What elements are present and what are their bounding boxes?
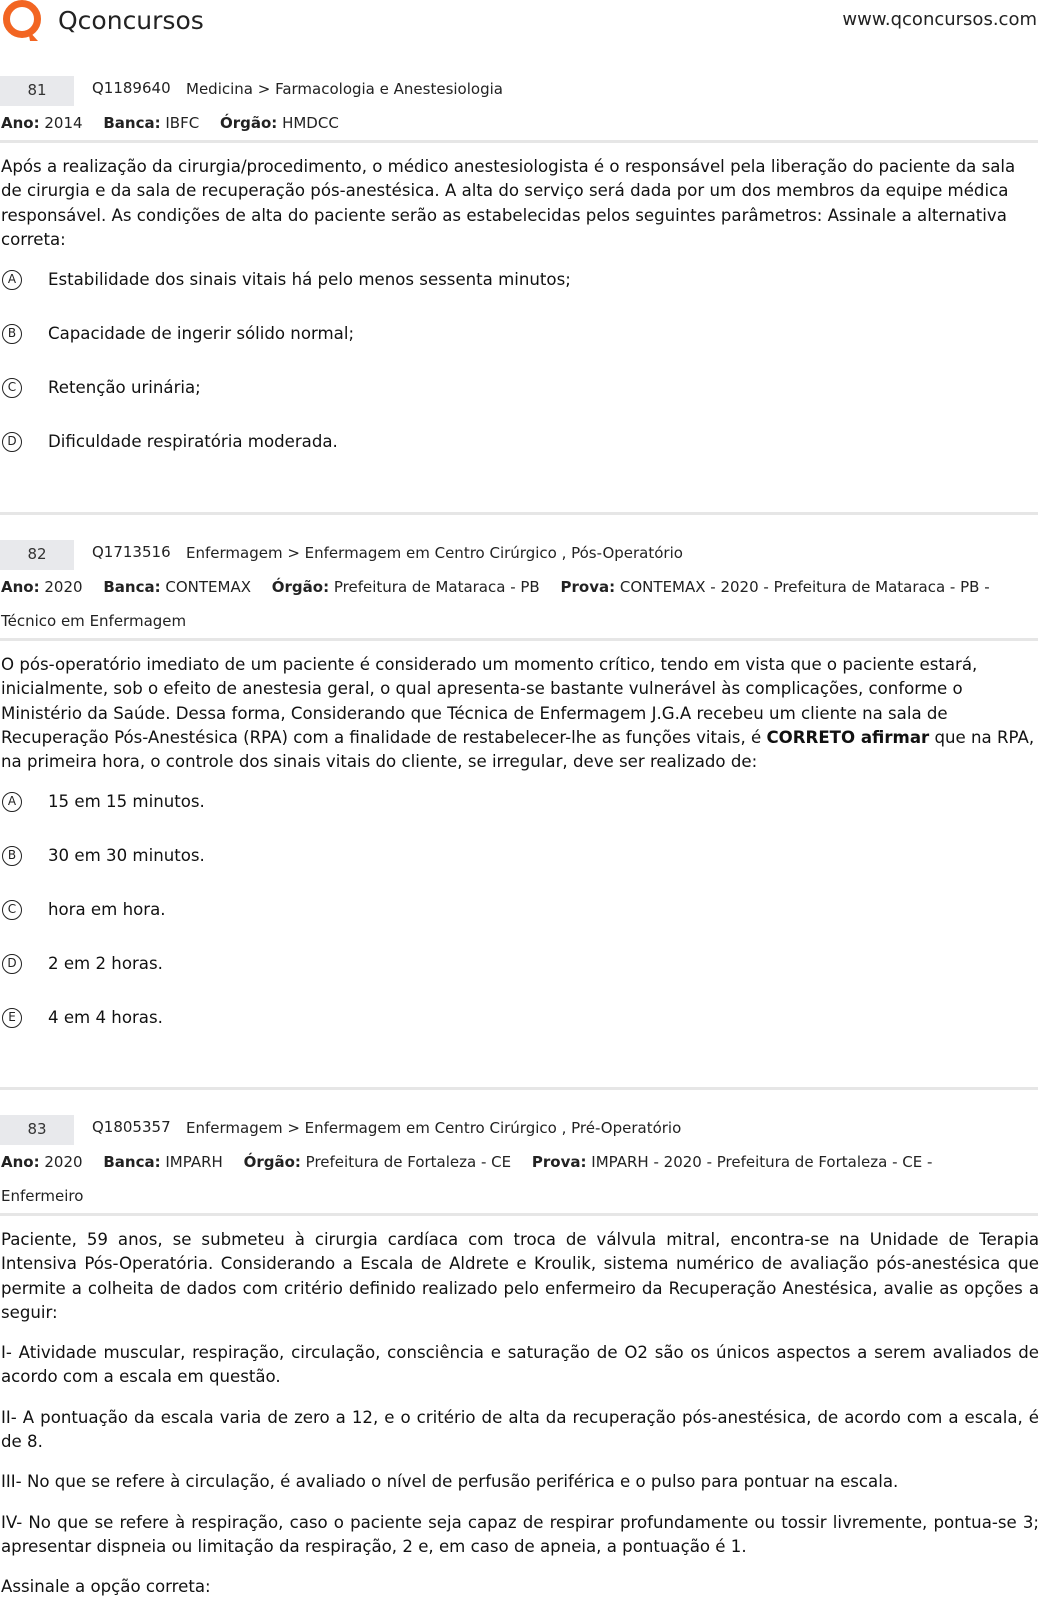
logo-text: Qconcursos [58,6,204,35]
prova-value[interactable]: IMPARH - 2020 - Prefeitura de Fortaleza - CE - [591,1153,933,1171]
question-statement [0,653,1040,774]
orgao-label: Órgão: [243,1153,301,1171]
option-d[interactable] [0,953,1040,1007]
option-a[interactable] [0,791,1040,845]
option-letter-c[interactable]: C [2,378,22,398]
statement-text: que na RPA, na primeira hora, o controle dos sinais vitais do cliente, se irregular, deve ser realizado de: [1,727,1035,772]
question-separator [0,1087,1038,1090]
option-letter-e[interactable]: E [2,1008,22,1028]
question-83 [0,1115,1040,1616]
ano-label: Ano: [1,114,40,132]
option-d[interactable] [0,431,1040,485]
banca-value: IMPARH [165,1153,223,1171]
prova-value[interactable]: CONTEMAX - 2020 - Prefeitura de Mataraca - PB - Técnico em Enfermagem [1,578,990,630]
divider [0,140,1038,143]
banca-label: Banca: [103,1153,161,1171]
question-header [0,76,1040,106]
orgao-value: HMDCC [282,114,339,132]
statement-item-iv: IV- No que se refere à respiração, caso o paciente seja capaz de respirar profundamente ou tossir livremente, pontua-se 3; apresentar dispneia ou limitação da respiração, 2 e, em caso de apneia, a pontuação é 1. [1,1512,1039,1556]
question-number: 81 [0,76,74,106]
header [0,0,1044,44]
question-meta [0,570,1041,638]
question-82 [0,540,1040,1061]
option-text: Dificuldade respiratória moderada. [48,432,338,452]
option-letter-b[interactable]: B [2,324,22,344]
ano-label: Ano: [1,578,40,596]
banca-label: Banca: [103,114,161,132]
statement-item-i: I- Atividade muscular, respiração, circulação, consciência e saturação de O2 são os únicos aspectos a serem avaliados de acordo com a escala em questão. [1,1343,1039,1387]
ano-value: 2020 [44,578,83,596]
question-meta [0,1145,1041,1213]
option-letter-b[interactable]: B [2,846,22,866]
statement-prompt: Assinale a opção correta: [1,1577,211,1597]
divider [0,638,1038,641]
option-b[interactable] [0,323,1040,377]
question-statement [0,1228,1039,1600]
orgao-value: Prefeitura de Mataraca - PB [333,578,540,596]
statement-emphasis: CORRETO afirmar [766,727,930,747]
question-id[interactable]: Q1713516 [92,543,171,561]
option-c[interactable] [0,899,1040,953]
statement-paragraph: Paciente, 59 anos, se submeteu à cirurgia cardíaca com troca de válvula mitral, encontra-se na Unidade de Terapia Intensiva Pós-Operatória. Considerando a Escala de Aldrete e Kroulik, sistema numérico de avaliação pós-anestésica que permite a colheita de dados com critério definido realizado pelo enfermeiro da Recuperação Anestésica, avalie as opções a seguir: [1,1230,1039,1322]
option-e[interactable] [0,1007,1040,1061]
question-separator [0,512,1038,515]
divider [0,1213,1038,1216]
ano-label: Ano: [1,1153,40,1171]
option-text: 15 em 15 minutos. [48,792,205,812]
prova-label: Prova: [560,578,616,596]
banca-value: IBFC [165,114,200,132]
option-text: 2 em 2 horas. [48,954,163,974]
ano-value: 2014 [44,114,83,132]
option-text: Capacidade de ingerir sólido normal; [48,324,355,344]
options-list [0,791,1040,1061]
question-header [0,540,1040,570]
question-statement: Após a realização da cirurgia/procedimento, o médico anestesiologista é o responsável pela liberação do paciente da sala de cirurgia e da sala de recuperação pós-anestésica. A alta do serviço será dada por um dos membros da equipe médica responsável. As condições de alta do paciente serão as estabelecidas pelos seguintes parâmetros: Assinale a alternativa correta: [1,157,1016,249]
question-subject[interactable]: Enfermagem > Enfermagem em Centro Cirúrgico , Pós-Operatório [186,544,683,562]
banca-value: CONTEMAX [165,578,251,596]
question-number: 83 [0,1115,74,1145]
options-list [0,269,1040,485]
option-text: Estabilidade dos sinais vitais há pelo menos sessenta minutos; [48,270,571,290]
statement-item-iii: III- No que se refere à circulação, é avaliado o nível de perfusão periférica e o pulso para pontuar na escala. [1,1472,899,1492]
banca-label: Banca: [103,578,161,596]
option-letter-d[interactable]: D [2,432,22,452]
qconcursos-logo[interactable] [0,0,204,48]
site-url[interactable]: www.qconcursos.com [842,9,1037,30]
option-letter-d[interactable]: D [2,954,22,974]
question-subject[interactable]: Enfermagem > Enfermagem em Centro Cirúrgico , Pré-Operatório [186,1119,682,1137]
question-header [0,1115,1040,1145]
prova-value-cont[interactable]: Enfermeiro [1,1187,84,1205]
question-number: 82 [0,540,74,570]
question-81 [0,76,1040,485]
option-text: 30 em 30 minutos. [48,846,205,866]
question-meta [0,106,1040,140]
option-text: hora em hora. [48,900,166,920]
orgao-label: Órgão: [271,578,330,596]
option-letter-a[interactable]: A [2,792,22,812]
option-letter-a[interactable]: A [2,270,22,290]
ano-value: 2020 [44,1153,83,1171]
option-a[interactable] [0,269,1040,323]
orgao-label: Órgão: [219,114,278,132]
prova-label: Prova: [531,1153,587,1171]
option-c[interactable] [0,377,1040,431]
statement-text: O pós-operatório imediato de um paciente é considerado um momento crítico, tendo em vista que o paciente estará, inicialmente, sob o efeito de anestesia geral, o qual apresenta-se bastante vulnerável às complicações, conforme o Ministério da Saúde. Dessa forma, Considerando que Técnica de Enfermagem J.G.A recebeu um cliente na sala de Recuperação Pós-Anestésica (RPA) com a finalidade de restabelecer-lhe as funções vitais, é [1,655,978,747]
orgao-value: Prefeitura de Fortaleza - CE [305,1153,512,1171]
option-text: 4 em 4 horas. [48,1008,163,1028]
question-subject[interactable]: Medicina > Farmacologia e Anestesiologia [186,80,503,98]
statement-item-ii: II- A pontuação da escala varia de zero a 12, e o critério de alta da recuperação pós-anestésica, de acordo com a escala, é de 8. [1,1407,1039,1452]
logo-q-icon [0,0,50,44]
option-letter-c[interactable]: C [2,900,22,920]
option-text: Retenção urinária; [48,378,201,398]
option-b[interactable] [0,845,1040,899]
question-id[interactable]: Q1189640 [92,79,171,97]
question-id[interactable]: Q1805357 [92,1118,171,1136]
